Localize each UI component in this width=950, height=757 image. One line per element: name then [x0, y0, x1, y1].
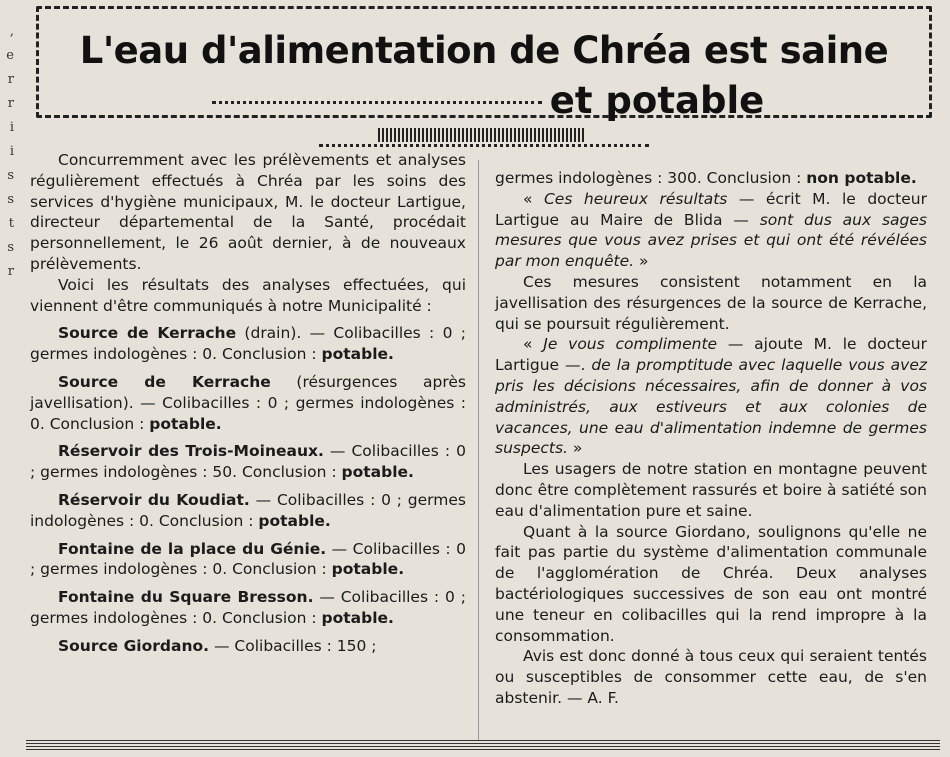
quote-mark-close: »	[634, 252, 649, 271]
result-verdict: potable.	[331, 560, 405, 579]
users-paragraph: Les usagers de notre station en montagne peuvent donc être complètement rassurés et boire à satiété son eau d'alimentation pure et saine.	[495, 460, 927, 520]
headline-line-2-text: et potable	[549, 79, 765, 122]
margin-fragment: e	[6, 48, 14, 63]
quote-attribution: — écrit M. le docteur Lartigue au Maire de Blida —	[495, 189, 927, 229]
quote-mark-open: «	[523, 335, 544, 354]
column-divider	[478, 160, 479, 740]
quote-italic: sont dus aux sages mesures que vous avez prises et qui ont été révélées par mon enquête.	[495, 210, 928, 271]
article-column-right	[495, 168, 927, 709]
headline-frame	[36, 6, 932, 122]
result-detail: — Colibacilles : 0 ; germes indologènes : 50. Conclusion :	[30, 442, 466, 482]
result-entry	[30, 441, 466, 483]
intro-paragraph: Concurremment avec les prélèvements et analyses régulièrement effectués à Chréa par les soins des services d'hygiène municipaux, M. le docteur Lartigue, directeur départemental de la Santé, procédait personnellement, le 26 août dernier, à de nouveaux prélèvements.	[30, 151, 466, 273]
result-entry	[30, 372, 466, 434]
headline-line-1: L'eau d'alimentation de Chréa est saine	[79, 29, 889, 72]
quote-mark-close: »	[567, 439, 583, 458]
result-name: Réservoir des Trois-Moineaux.	[58, 442, 324, 461]
result-name: Fontaine de la place du Génie.	[58, 539, 327, 558]
result-entry	[30, 587, 466, 629]
result-detail: — Colibacilles : 0 ; germes indologènes : 0. Conclusion :	[30, 588, 466, 627]
headline-ornament	[378, 128, 586, 142]
margin-fragment: r	[7, 264, 14, 279]
measures-paragraph: Ces mesures consistent notamment en la javellisation des résurgences de la source de Kerrache, qui se poursuit régulièrement.	[495, 272, 927, 333]
giordano-detail: germes indologènes : 300. Conclusion :	[495, 169, 807, 187]
margin-fragment: t	[8, 216, 14, 231]
quote-italic: Ces heureux résultats	[543, 189, 728, 208]
decorative-rule-right	[319, 144, 649, 147]
result-entry	[30, 323, 466, 365]
margin-fragment: ,	[9, 24, 14, 39]
bottom-rule	[26, 740, 940, 750]
quote-paragraph-2	[495, 334, 927, 459]
quote-italic: de la promptitude avec laquelle vous avez pris les décisions nécessaires, afin de donner à vos administrés, aux estiveurs et aux colonies de vacances, une eau d'alimentation indemne de germes suspects.	[495, 356, 927, 458]
adjacent-column-fragments	[0, 0, 14, 757]
quote-mark-open: «	[523, 189, 544, 208]
result-verdict: potable.	[258, 511, 331, 530]
article-column-left	[30, 150, 466, 657]
quote-paragraph-1	[495, 189, 927, 272]
margin-fragment: r	[7, 72, 14, 87]
giordano-paragraph: Quant à la source Giordano, soulignons qu'elle ne fait pas partie du système d'alimentation communale de l'agglomération de Chréa. Deux analyses bactériologiques successives de son eau ont montré une teneur en colibacilles qui la rend impropre à la consommation.	[495, 522, 927, 645]
result-detail: — Colibacilles : 150 ;	[209, 636, 377, 655]
result-verdict: potable.	[149, 414, 222, 433]
margin-fragment: r	[7, 96, 14, 111]
result-entry	[30, 539, 466, 581]
margin-fragment: s	[7, 168, 14, 183]
giordano-continuation	[495, 168, 927, 189]
result-name: Source de Kerrache	[58, 324, 237, 343]
result-entry-giordano	[30, 636, 466, 657]
quote-italic: Je vous complimente	[543, 335, 718, 354]
result-detail: — Colibacilles : 0 ; germes indologènes : 0. Conclusion :	[30, 490, 466, 530]
margin-fragment: i	[9, 120, 14, 135]
giordano-verdict: non potable.	[806, 169, 917, 187]
result-verdict: potable.	[341, 463, 414, 482]
intro-paragraph-2: Voici les résultats des analyses effectuées, qui viennent d'être communiqués à notre Municipalité :	[30, 275, 466, 315]
result-entry	[30, 490, 466, 532]
margin-fragment: s	[7, 192, 14, 207]
result-name: Fontaine du Square Bresson.	[58, 588, 314, 607]
advice-paragraph: Avis est donc donné à tous ceux qui seraient tentés ou susceptibles de consommer cette eau, de s'en abstenir. — A. F.	[495, 647, 927, 707]
margin-fragment: s	[7, 240, 14, 255]
result-name: Source Giordano.	[58, 636, 210, 655]
decorative-rule-left	[212, 101, 542, 104]
margin-fragment: i	[9, 144, 14, 159]
result-name: Réservoir du Koudiat.	[58, 490, 250, 509]
result-detail: (résurgences après javellisation). — Colibacilles : 0 ; germes indologènes : 0. Conclusion :	[30, 372, 466, 433]
quote-attribution: — ajoute M. le docteur Lartigue —.	[495, 335, 927, 375]
result-verdict: potable.	[321, 345, 394, 364]
result-verdict: potable.	[321, 608, 394, 627]
result-detail: — Colibacilles : 0 ; germes indologènes : 0. Conclusion :	[30, 539, 466, 579]
result-detail: (drain). — Colibacilles : 0 ; germes indologènes : 0. Conclusion :	[30, 324, 466, 364]
result-name: Source de Kerrache	[58, 372, 271, 391]
